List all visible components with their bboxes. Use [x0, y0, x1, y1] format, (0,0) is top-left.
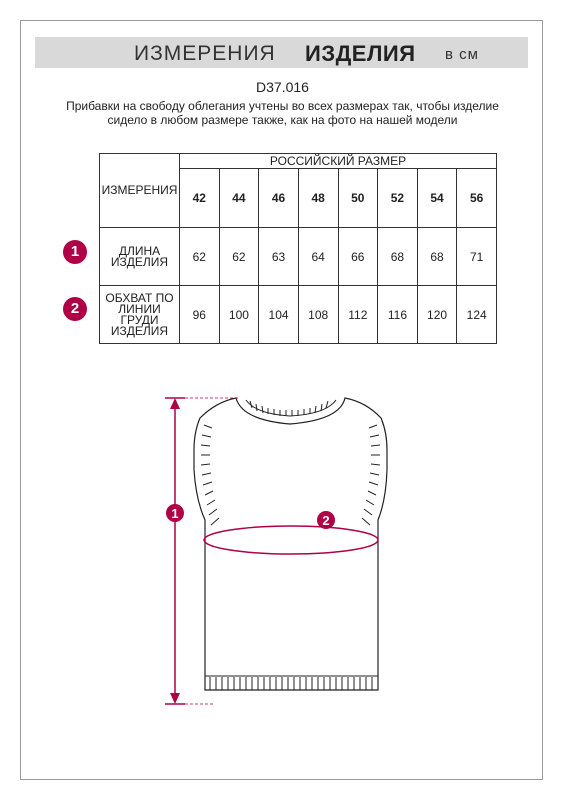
value-cell: 104	[259, 286, 299, 344]
size-cell: 56	[457, 169, 497, 228]
header-title-bold: ИЗДЕЛИЯ	[305, 41, 416, 66]
value-cell: 68	[378, 228, 418, 286]
row-label-length: ДЛИНА ИЗДЕЛИЯ	[100, 228, 180, 286]
size-cell: 48	[298, 169, 338, 228]
neck-rib	[246, 400, 336, 416]
vest-outline	[194, 398, 387, 690]
value-cell: 120	[417, 286, 457, 344]
value-cell: 124	[457, 286, 497, 344]
badge-chest: 2	[63, 297, 87, 321]
neck-rib-lines	[250, 401, 328, 416]
diagram-badge-length-label: 1	[171, 506, 179, 521]
chest-ellipse	[204, 526, 378, 554]
measurements-label: ИЗМЕРЕНИЯ	[100, 154, 180, 228]
hem-rib	[205, 676, 378, 690]
value-cell: 64	[298, 228, 338, 286]
left-armhole-rib	[201, 425, 219, 525]
value-cell: 108	[298, 286, 338, 344]
value-cell: 62	[180, 228, 220, 286]
diagram-badge-chest-label: 2	[322, 513, 330, 528]
size-cell: 54	[417, 169, 457, 228]
value-cell: 66	[338, 228, 378, 286]
size-cell: 42	[180, 169, 220, 228]
value-cell: 63	[259, 228, 299, 286]
value-cell: 71	[457, 228, 497, 286]
value-cell: 68	[417, 228, 457, 286]
value-cell: 112	[338, 286, 378, 344]
right-armhole-rib	[362, 425, 380, 525]
value-cell: 116	[378, 286, 418, 344]
model-code: D37.016	[256, 79, 309, 95]
size-cell: 46	[259, 169, 299, 228]
header-unit: в см	[445, 46, 479, 63]
value-cell: 62	[219, 228, 259, 286]
value-cell: 96	[180, 286, 220, 344]
size-group-label: РОССИЙСКИЙ РАЗМЕР	[180, 154, 497, 169]
row-label-chest: ОБХВАТ ПО ЛИНИИ ГРУДИ ИЗДЕЛИЯ	[100, 286, 180, 344]
header-title-left: ИЗМЕРЕНИЯ	[134, 42, 276, 65]
length-dimension-line	[165, 398, 185, 704]
fit-note: Прибавки на свободу облегания учтены во всех размерах так, чтобы изделие сидело в любом размере также, как на фото на нашей модели	[66, 99, 499, 127]
size-cell: 44	[219, 169, 259, 228]
size-cell: 50	[338, 169, 378, 228]
value-cell: 100	[219, 286, 259, 344]
badge-length: 1	[63, 240, 87, 264]
size-cell: 52	[378, 169, 418, 228]
